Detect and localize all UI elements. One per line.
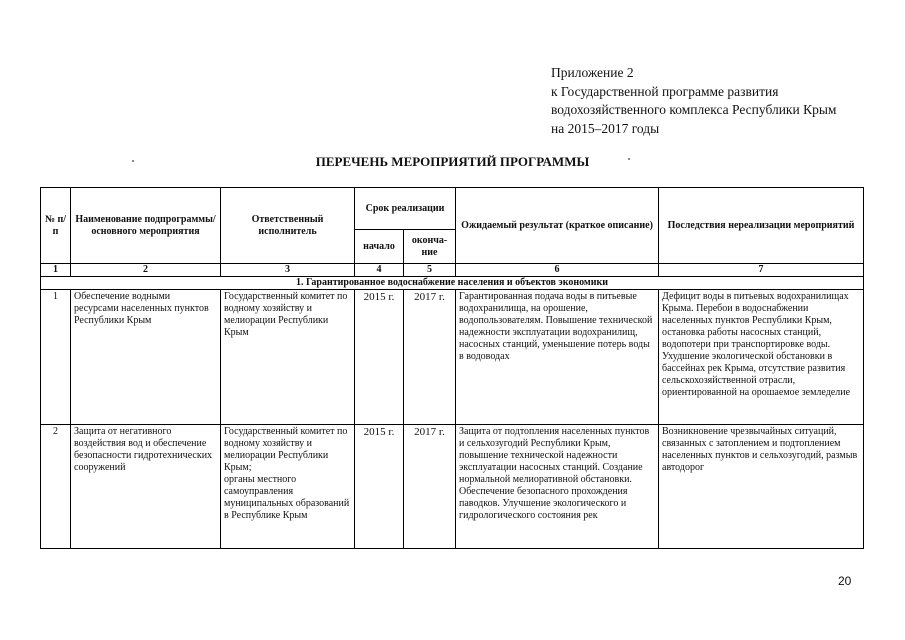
appendix-line: водохозяйственного комплекса Республики Крым [551,102,837,117]
row-end: 2017 г. [404,425,456,549]
row-result: Защита от подтопления населенных пунктов и сельхозугодий Республики Крым, повышение технической надежности эксплуатации насосных станций. Создание нормальной мелиоративной обстановки. Обеспечение безопасного прохождения паводков. Улучшение экологического и гидрологического состояния рек [456,425,659,549]
row-end: 2017 г. [404,290,456,425]
table-row [41,425,864,549]
header-executor: Ответственный исполнитель [221,188,355,264]
appendix-line: на 2015–2017 годы [551,120,660,136]
scan-speck [132,160,134,162]
header-result: Ожидаемый результат (краткое описание) [456,188,659,264]
row-num: 2 [41,425,71,549]
row-result: Гарантированная подача воды в питьевые водохранилища, на орошение, водопользователям. Повышение технической надежности эксплуатации водохранилищ, насосных станций, уменьшение потерь воды в водоводах [456,290,659,425]
page-number: 20 [838,574,852,588]
table-row [41,290,864,425]
column-number: 1 [41,264,71,277]
header-term: Срок реализации [355,188,456,230]
column-number: 3 [221,264,355,277]
row-start: 2015 г. [355,425,404,549]
row-name: Обеспечение водными ресурсами населенных пунктов Республики Крым [71,290,221,425]
row-num: 1 [41,290,71,425]
measures-table [40,187,864,549]
scan-speck [628,158,630,160]
appendix-line: к Государственной программе развития [551,83,779,99]
header-name: Наименование подпрограммы/ основного мероприятия [71,188,221,264]
row-consequences: Возникновение чрезвычайных ситуаций, связанных с затоплением и подтоплением населенных пунктов и сельхозугодий, размыв автодорог [659,425,864,549]
header-num: № п/п [41,188,71,264]
row-executor-line: Государственный комитет по водному хозяйству и мелиорации Республики Крым; [224,426,348,473]
column-number: 6 [456,264,659,277]
row-executor [221,425,355,549]
section-title: 1. Гарантированное водоснабжение населения и объектов экономики [41,277,864,290]
column-number: 4 [355,264,404,277]
appendix-line: Приложение 2 [551,65,634,80]
header-end: оконча-ние [404,230,456,264]
row-consequences: Дефицит воды в питьевых водохранилищах Крыма. Перебои в водоснабжении населенных пунктов Республики Крым, остановка работы насосных станций, водопотери при транспортировке воды. Ухудшение экологической обстановки в бассейнах рек Крыма, отсутствие развития сельскохозяйственной отрасли, ориентированной на орошаемое земледелие [659,290,864,425]
row-executor-line: органы местного самоуправления муниципальных образований в Республике Крым [224,474,350,521]
appendix-header [551,64,836,138]
header-start: начало [355,230,404,264]
page-title: ПЕРЕЧЕНЬ МЕРОПРИЯТИЙ ПРОГРАММЫ [315,154,590,169]
column-number: 5 [404,264,456,277]
header-consequences: Последствия нереализации мероприятий [659,188,864,264]
row-start: 2015 г. [355,290,404,425]
row-name: Защита от негативного воздействия вод и обеспечение безопасности гидротехнических сооружений [71,425,221,549]
column-number: 7 [659,264,864,277]
row-executor: Государственный комитет по водному хозяйству и мелиорации Республики Крым [221,290,355,425]
column-number: 2 [71,264,221,277]
